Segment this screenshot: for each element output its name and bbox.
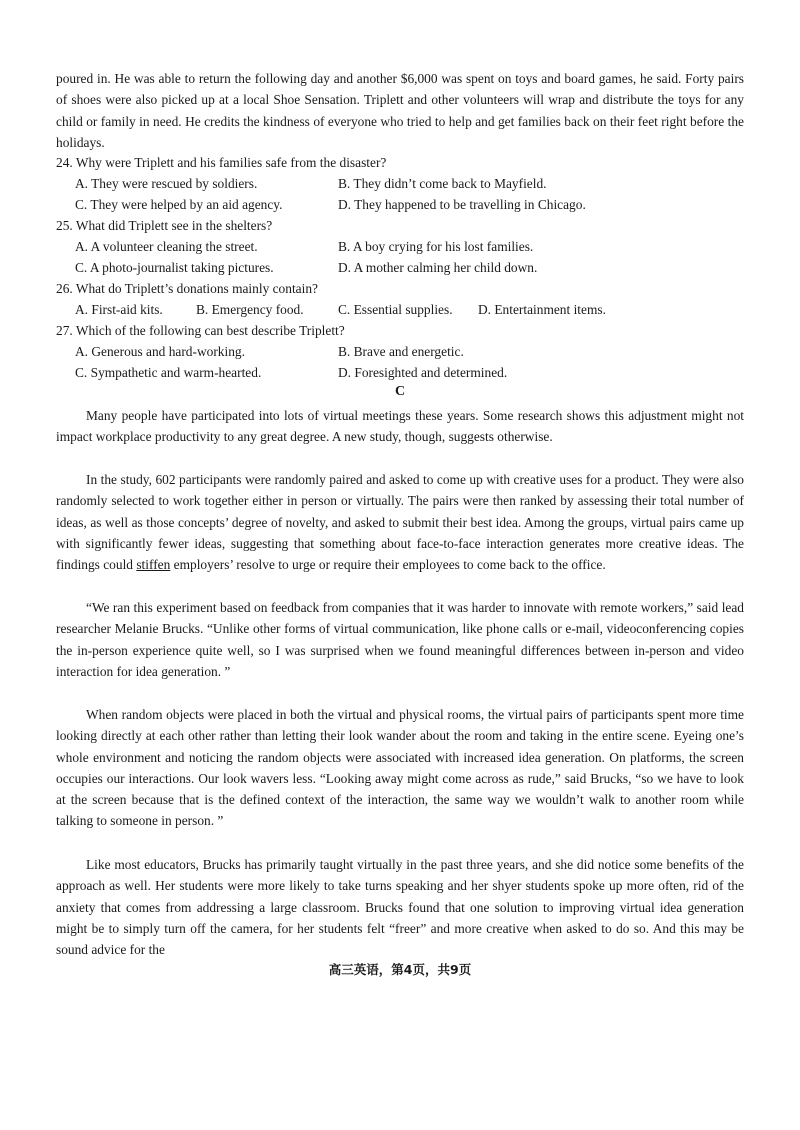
question-stem: 25. What did Triplett see in the shelters? bbox=[56, 218, 273, 233]
option-b[interactable]: B. A boy crying for his lost families. bbox=[338, 239, 534, 254]
section-heading: C bbox=[394, 384, 406, 399]
option-c[interactable]: C. Essential supplies. bbox=[338, 302, 453, 317]
page-footer: 高三英语，第4页，共9页 bbox=[328, 962, 472, 977]
option-d[interactable]: D. They happened to be travelling in Chicago. bbox=[338, 197, 586, 212]
option-d[interactable]: D. A mother calming her child down. bbox=[338, 260, 538, 275]
option-b[interactable]: B. They didn’t come back to Mayfield. bbox=[338, 176, 547, 191]
question-stem: 24. Why were Triplett and his families safe from the disaster? bbox=[56, 155, 387, 170]
option-a[interactable]: A. They were rescued by soldiers. bbox=[75, 176, 258, 191]
passage-c-paragraph-4: When random objects were placed in both the virtual and physical rooms, the virtual pairs of participants spent more time looking directly at each other rather than letting their look wander about the room and taking in the entire scene. Eyeing one’s whole environment and noticing the random objects were associated with increased idea generation. On platforms, the screen occupies our interactions. Our look wavers less. “Looking away might come across as rude,” said Brucks, “so we have to look at the screen because that is the defined context of the interaction, the same way we wouldn’t walk to another room while talking to someone in person. ” bbox=[56, 707, 744, 829]
passage-c-paragraph-3: “We ran this experiment based on feedback from companies that it was harder to innovate with remote workers,” said lead researcher Melanie Brucks. “Unlike other forms of virtual communication, like phone calls or e-mail, videoconferencing copies the in-person experience quite well, so I was surprised when we found meaningful differences between in-person and video interaction for idea generation. ” bbox=[56, 600, 744, 679]
underlined-word: stiffen bbox=[136, 557, 171, 573]
paragraph-text: employers’ resolve to urge or require their employees to come back to the office. bbox=[170, 557, 606, 573]
option-a[interactable]: A. A volunteer cleaning the street. bbox=[75, 239, 258, 254]
option-c[interactable]: C. A photo-journalist taking pictures. bbox=[75, 260, 274, 275]
paragraph-text: In the study, 602 participants were randomly paired and asked to come up with creative uses for a product. They were also randomly selected to work together either in person or virtually. The pairs were then ranked by assessing their total number of ideas, as well as those concepts’ degree of novelty, and asked to submit their best idea. Among the groups, virtual pairs came up with significantly fewer ideas, suggesting that something about face-to-face interaction generates more creative ideas. The findings could bbox=[56, 472, 744, 573]
option-c[interactable]: C. Sympathetic and warm-hearted. bbox=[75, 365, 262, 380]
question-stem: 27. Which of the following can best describe Triplett? bbox=[56, 323, 345, 338]
passage-b-ending: poured in. He was able to return the following day and another $6,000 was spent on toys and board games, he said. Forty pairs of shoes were also picked up at a local Shoe Sensation. Triplett and other volunteers will wrap and distribute the toys for any child or family in need. He credits the kindness of everyone who tried to help and get families back on their feet right before the holidays. bbox=[56, 71, 744, 150]
option-d[interactable]: D. Foresighted and determined. bbox=[338, 365, 508, 380]
passage-c-paragraph-1: Many people have participated into lots of virtual meetings these years. Some research shows this adjustment might not impact workplace productivity to any great degree. A new study, though, suggests otherwise. bbox=[56, 408, 744, 445]
option-d[interactable]: D. Entertainment items. bbox=[478, 302, 606, 317]
option-c[interactable]: C. They were helped by an aid agency. bbox=[75, 197, 283, 212]
passage-c-paragraph-5: Like most educators, Brucks has primarily taught virtually in the past three years, and she did notice some benefits of the approach as well. Her students were more likely to take turns speaking and her shyer students spoke up more often, rid of the anxiety that comes from addressing a large classroom. Brucks found that one solution to improving virtual idea generation might be to simply turn off the camera, for her students felt “freer” and more creative when asked to do so. And this may be sound advice for the bbox=[56, 857, 744, 958]
question-stem: 26. What do Triplett’s donations mainly contain? bbox=[56, 281, 318, 296]
passage-c-paragraph-2 bbox=[56, 469, 744, 575]
option-b[interactable]: B. Emergency food. bbox=[196, 302, 304, 317]
option-a[interactable]: A. Generous and hard-working. bbox=[75, 344, 245, 359]
option-b[interactable]: B. Brave and energetic. bbox=[338, 344, 464, 359]
option-a[interactable]: A. First-aid kits. bbox=[75, 302, 163, 317]
